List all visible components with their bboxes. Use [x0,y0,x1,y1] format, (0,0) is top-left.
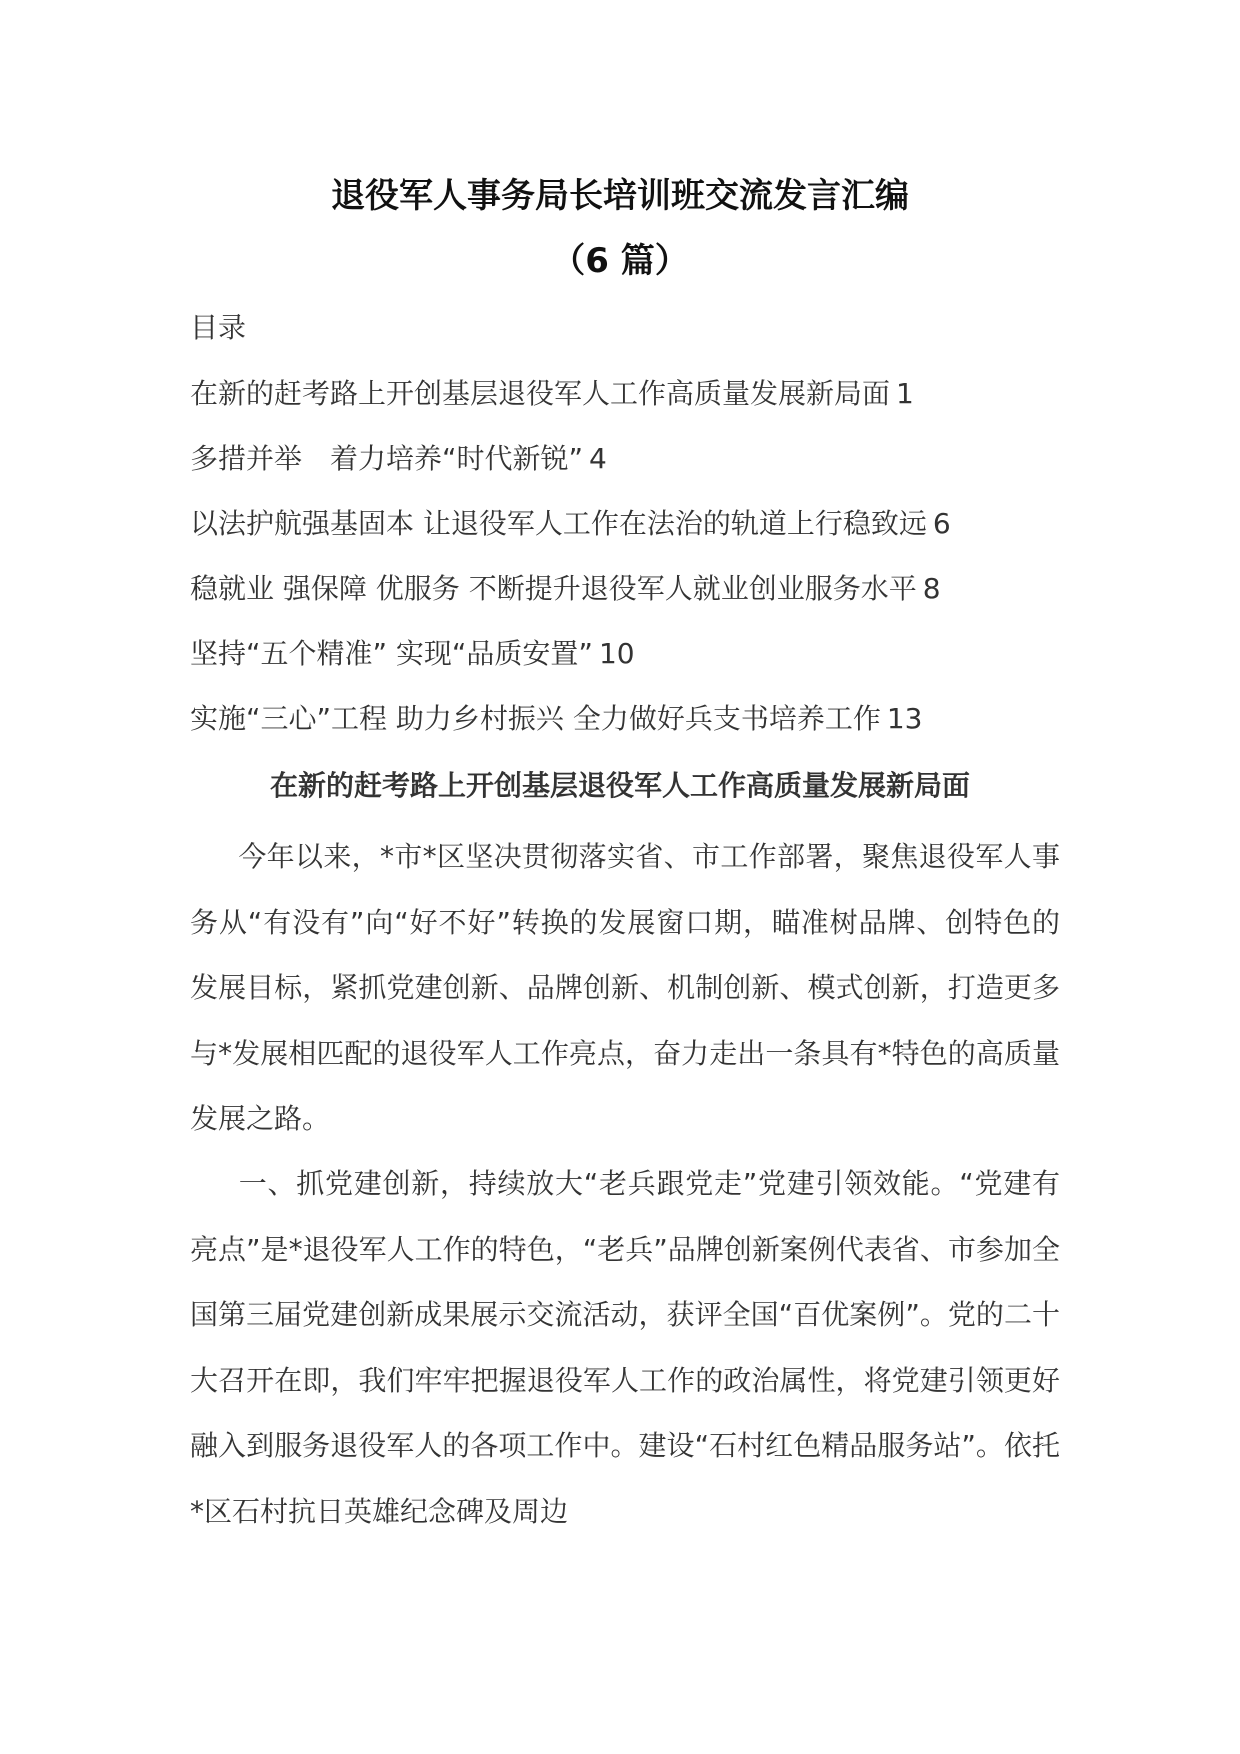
toc-item-text: 坚持“五个精准” 实现“品质安置” [190,637,593,670]
section-title: 在新的赶考路上开创基层退役军人工作高质量发展新局面 [269,769,970,802]
document-title: 退役军人事务局长培训班交流发言汇编 [331,176,909,216]
toc-item-text: 稳就业 强保障 优服务 不断提升退役军人就业创业服务水平 [190,572,917,605]
toc-item-text: 实施“三心”工程 助力乡村振兴 全力做好兵支书培养工作 [190,702,881,735]
toc-item [190,569,1070,634]
toc-item [190,504,1070,569]
paragraph-text: 今年以来，*市*区坚决贯彻落实省、市工作部署，聚焦退役军人事务从“有没有”向“好不好”转换的发展窗口期，瞄准树品牌、创特色的发展目标，紧抓党建创新、品牌创新、机制创新、模式创新，打造更多与*发展相匹配的退役军人工作亮点，奋力走出一条具有*特色的高质量发展之路。 [190,840,1060,1135]
paragraph-text: 一、抓党建创新，持续放大“老兵跟党走”党建引领效能。“党建有亮点”是*退役军人工作的特色，“老兵”品牌创新案例代表省、市参加全国第三届党建创新成果展示交流活动，获评全国“百优案例”。党的二十大召开在即，我们牢牢把握退役军人工作的政治属性，将党建引领更好融入到服务退役军人的各项工作中。建设“石村红色精品服务站”。依托*区石村抗日英雄纪念碑及周边 [190,1167,1060,1528]
body-paragraph [190,824,1060,1152]
toc-item-page: 13 [886,702,923,735]
toc-heading: 目录 [190,311,247,344]
toc-item-text: 以法护航强基固本 让退役军人工作在法治的轨道上行稳致远 [190,507,927,540]
document-subtitle: （6 篇） [551,241,689,281]
body-paragraph [190,1151,1060,1544]
toc-item-page: 1 [896,377,914,410]
toc-item-page: 4 [589,442,607,475]
toc-item [190,439,1070,504]
toc-item-text: 多措并举 着力培养“时代新锐” [190,442,584,475]
toc-item-page: 8 [922,572,941,605]
toc-item [190,634,1070,699]
toc-item [190,699,1070,764]
toc-item [190,374,1070,439]
table-of-contents [190,374,1070,764]
toc-item-page: 6 [932,507,951,540]
toc-item-text: 在新的赶考路上开创基层退役军人工作高质量发展新局面 [190,377,891,410]
toc-item-page: 10 [598,637,635,670]
